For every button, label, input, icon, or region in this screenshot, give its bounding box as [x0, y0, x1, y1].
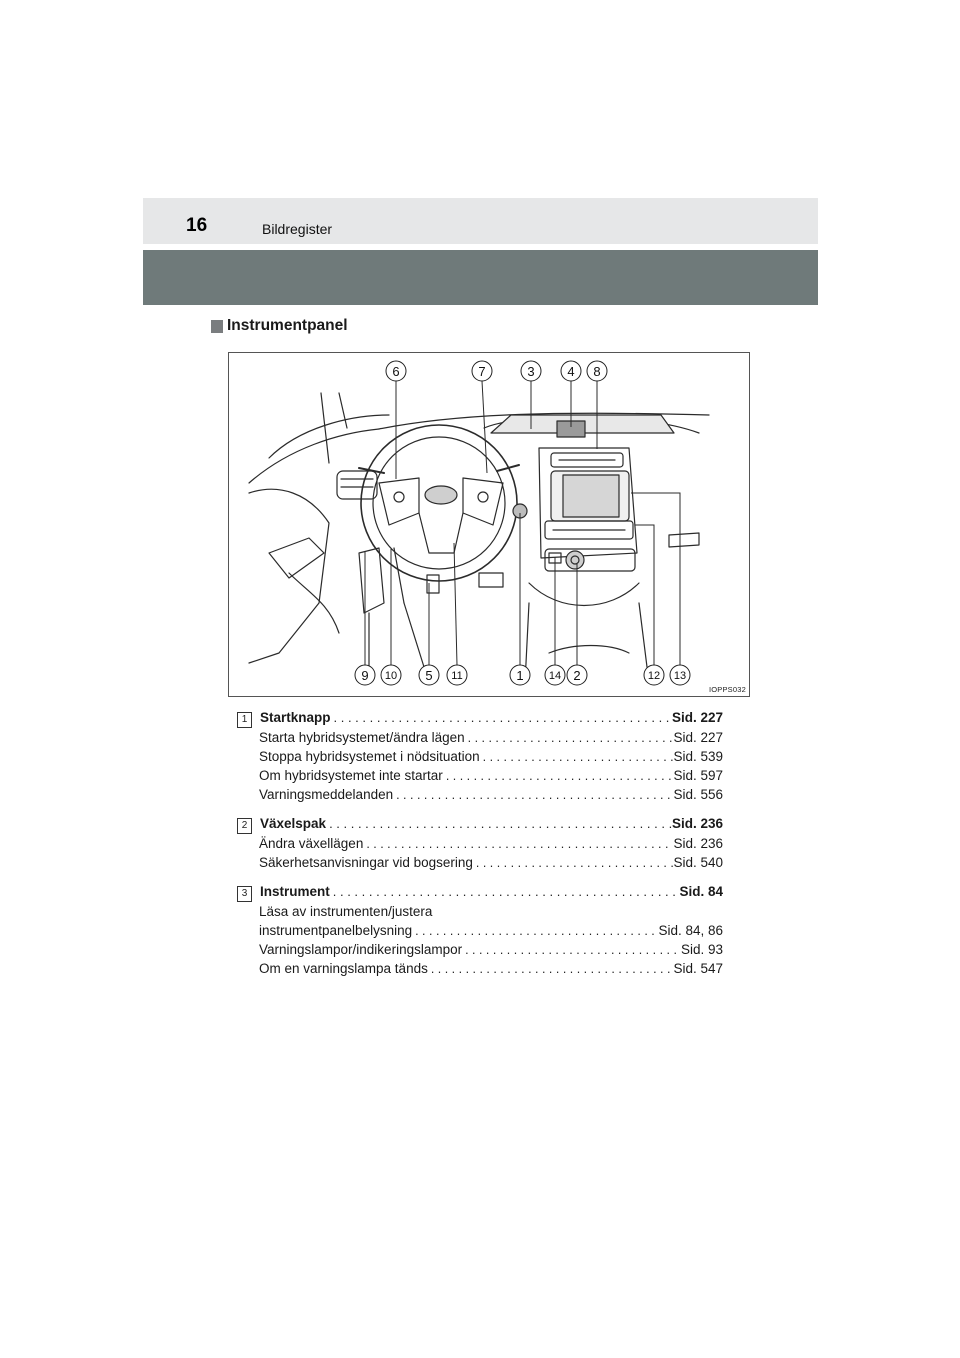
leader-dots	[393, 788, 673, 802]
sub-item-text: Stoppa hybridsystemet i nödsituation	[259, 749, 480, 764]
sub-item-text: Läsa av instrumenten/justera	[259, 904, 433, 919]
sub-item-text: Om hybridsystemet inte startar	[259, 768, 443, 783]
header-bar	[143, 198, 818, 244]
leader-dots	[330, 884, 680, 899]
bottom-callouts	[355, 665, 690, 685]
list-item	[259, 787, 723, 806]
callout-6-label: 6	[392, 364, 400, 379]
dashboard-drawing	[229, 353, 749, 696]
entry-number: 2	[237, 818, 252, 834]
entry-page-ref: Sid. 227	[671, 710, 723, 725]
list-item	[259, 768, 723, 787]
list-item	[259, 855, 723, 874]
callout-5-label: 5	[425, 668, 433, 683]
chapter-title: Bildregister	[262, 221, 333, 237]
entry-3	[237, 884, 723, 980]
sub-item-text: Varningslampor/indikeringslampor	[259, 942, 463, 957]
leader-dots	[412, 924, 658, 938]
dashboard-illustration	[228, 352, 750, 697]
sub-item-text: Om en varningslampa tänds	[259, 961, 428, 976]
sub-item-page: Sid. 84, 86	[658, 923, 723, 938]
sub-item-page: Sid. 597	[673, 768, 723, 783]
sub-item-text: Varningsmeddelanden	[259, 787, 394, 802]
callout-10-label: 10	[384, 670, 398, 682]
sub-item-page: Sid. 540	[673, 855, 723, 870]
sub-item-page: Sid. 547	[673, 961, 723, 976]
sub-item-page: Sid. 556	[673, 787, 723, 802]
callout-14-label: 14	[548, 670, 562, 682]
square-bullet-icon	[211, 320, 223, 333]
figure-code: IOPPS032	[708, 685, 746, 694]
leader-dots	[443, 769, 674, 783]
section-heading	[211, 317, 348, 335]
leader-dots	[473, 856, 674, 870]
leader-dots	[326, 816, 672, 831]
leader-dots	[428, 962, 674, 976]
entry-2	[237, 816, 723, 874]
list-item	[259, 923, 723, 942]
entry-page-ref: Sid. 236	[671, 816, 723, 831]
sub-item-text: Starta hybridsystemet/ändra lägen	[259, 730, 465, 745]
section-band	[143, 250, 818, 305]
callout-13-label: 13	[673, 670, 687, 682]
callout-11-label: 11	[451, 670, 463, 682]
sub-item-page: Sid. 539	[673, 749, 723, 764]
page-number: 16	[186, 215, 208, 236]
sub-item-text: Ändra växellägen	[259, 836, 364, 851]
entry-number: 3	[237, 886, 252, 902]
sub-item-text: instrumentpanelbelysning	[259, 923, 413, 938]
sub-item-page: Sid. 227	[673, 730, 723, 745]
callout-7-label: 7	[478, 364, 486, 379]
leader-dots	[363, 837, 673, 851]
list-item	[259, 749, 723, 768]
leader-dots	[331, 710, 672, 725]
top-callouts	[386, 361, 607, 381]
entry-list	[237, 710, 723, 990]
list-item	[259, 961, 723, 980]
callout-1-label: 1	[516, 668, 524, 683]
callout-4-label: 4	[567, 364, 575, 379]
entry-title: Instrument	[260, 884, 330, 899]
list-item	[259, 836, 723, 855]
leader-dots	[465, 731, 674, 745]
leader-dots	[480, 750, 674, 764]
sub-item-page: Sid. 236	[673, 836, 723, 851]
callout-2-label: 2	[573, 668, 581, 683]
entry-title: Startknapp	[260, 710, 331, 725]
list-item	[259, 942, 723, 961]
entry-1	[237, 710, 723, 806]
list-item	[259, 730, 723, 749]
callout-9-label: 9	[361, 668, 369, 683]
callout-8-label: 8	[593, 364, 601, 379]
sub-item-text: Säkerhetsanvisningar vid bogsering	[259, 855, 473, 870]
entry-title: Växelspak	[260, 816, 327, 831]
leader-dots	[462, 943, 681, 957]
callout-12-label: 12	[647, 670, 661, 682]
section-title: Instrumentpanel	[227, 317, 348, 334]
sub-item-page: Sid. 93	[680, 942, 723, 957]
entry-page-ref: Sid. 84	[679, 884, 723, 899]
callout-3-label: 3	[527, 364, 535, 379]
entry-number: 1	[237, 712, 252, 728]
